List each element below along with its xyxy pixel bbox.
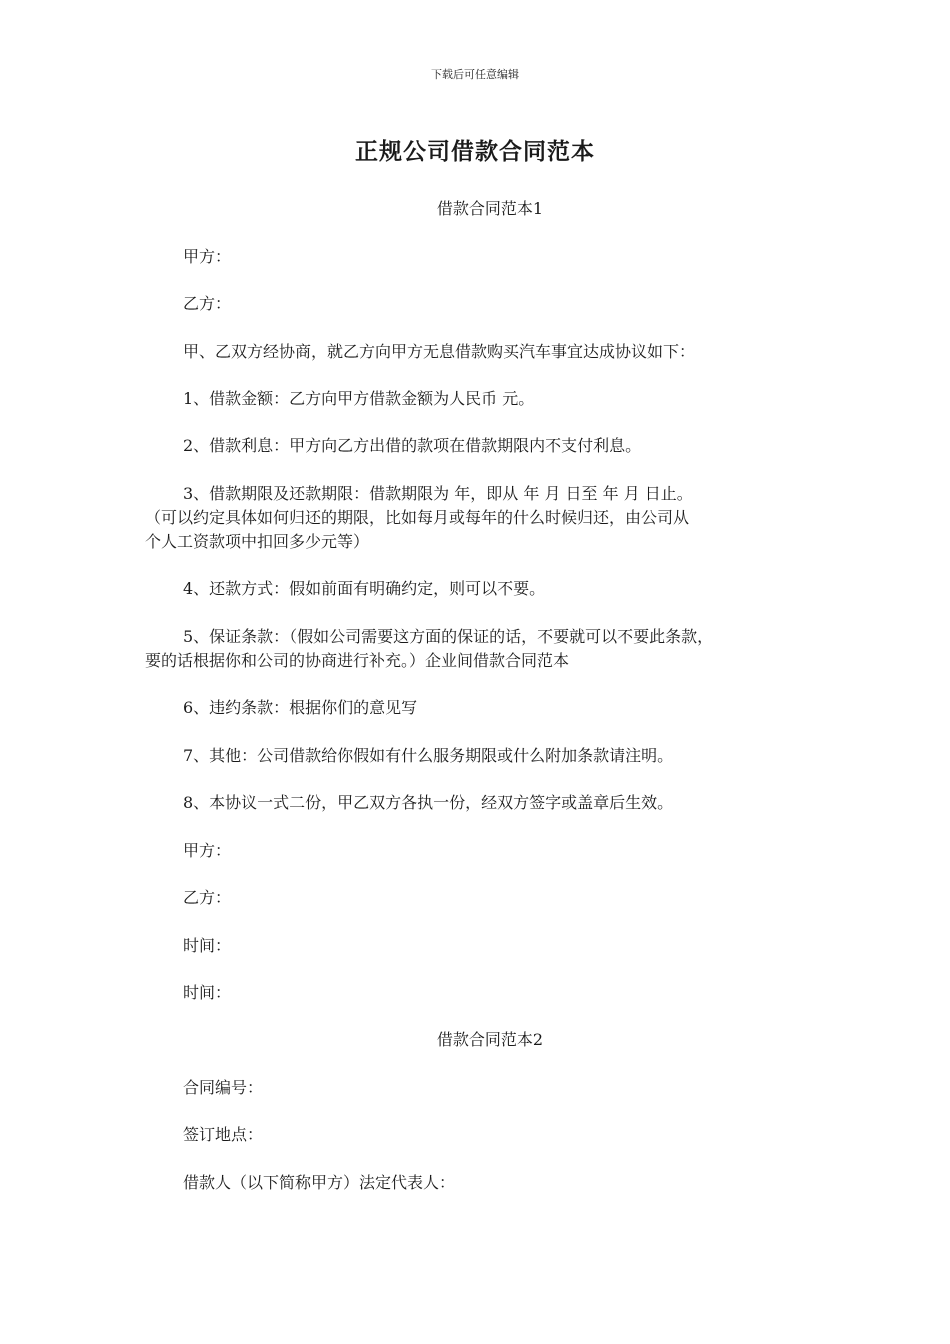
clause-6: 6、违约条款：根据你们的意见写 [183,698,418,717]
contract-number-line: 合同编号： [183,1078,264,1097]
page-header: 下载后可任意编辑 [431,68,519,81]
section-heading-1: 借款合同范本1 [436,199,544,218]
signing-place-line: 签订地点： [183,1125,264,1144]
clause-3-line-2: （可以约定具体如何归还的期限，比如每月或每年的什么时候归还，由公司从 [145,508,690,527]
clause-7: 7、其他：公司借款给你假如有什么服务期限或什么附加条款请注明。 [183,746,674,765]
date-line-2: 时间： [183,983,232,1002]
signature-party-a: 甲方： [183,841,232,860]
date-line-1: 时间： [183,936,232,955]
section-heading-2: 借款合同范本2 [436,1030,544,1049]
clause-1: 1、借款金额：乙方向甲方借款金额为人民币 元。 [183,389,535,408]
clause-3-line-1: 3、借款期限及还款期限：借款期限为 年，即从 年 月 日至 年 月 日止。 [183,484,693,503]
clause-5-line-1: 5、保证条款：（假如公司需要这方面的保证的话，不要就可以不要此条款， [183,627,714,646]
document-title: 正规公司借款合同范本 [355,138,595,165]
clause-8: 8、本协议一式二份，甲乙双方各执一份，经双方签字或盖章后生效。 [183,793,674,812]
party-a-line: 甲方： [183,247,232,266]
borrower-line: 借款人（以下简称甲方）法定代表人： [183,1173,456,1192]
clause-2: 2、借款利息：甲方向乙方出借的款项在借款期限内不支付利息。 [183,436,642,455]
signature-party-b: 乙方： [183,888,232,907]
party-b-line: 乙方： [183,294,232,313]
clause-5-line-2: 要的话根据你和公司的协商进行补充。）企业间借款合同范本 [145,651,570,670]
intro-paragraph: 甲、乙双方经协商，就乙方向甲方无息借款购买汽车事宜达成协议如下： [183,342,696,361]
clause-3-line-3: 个人工资款项中扣回多少元等） [145,532,370,551]
clause-4: 4、还款方式：假如前面有明确约定，则可以不要。 [183,579,546,598]
